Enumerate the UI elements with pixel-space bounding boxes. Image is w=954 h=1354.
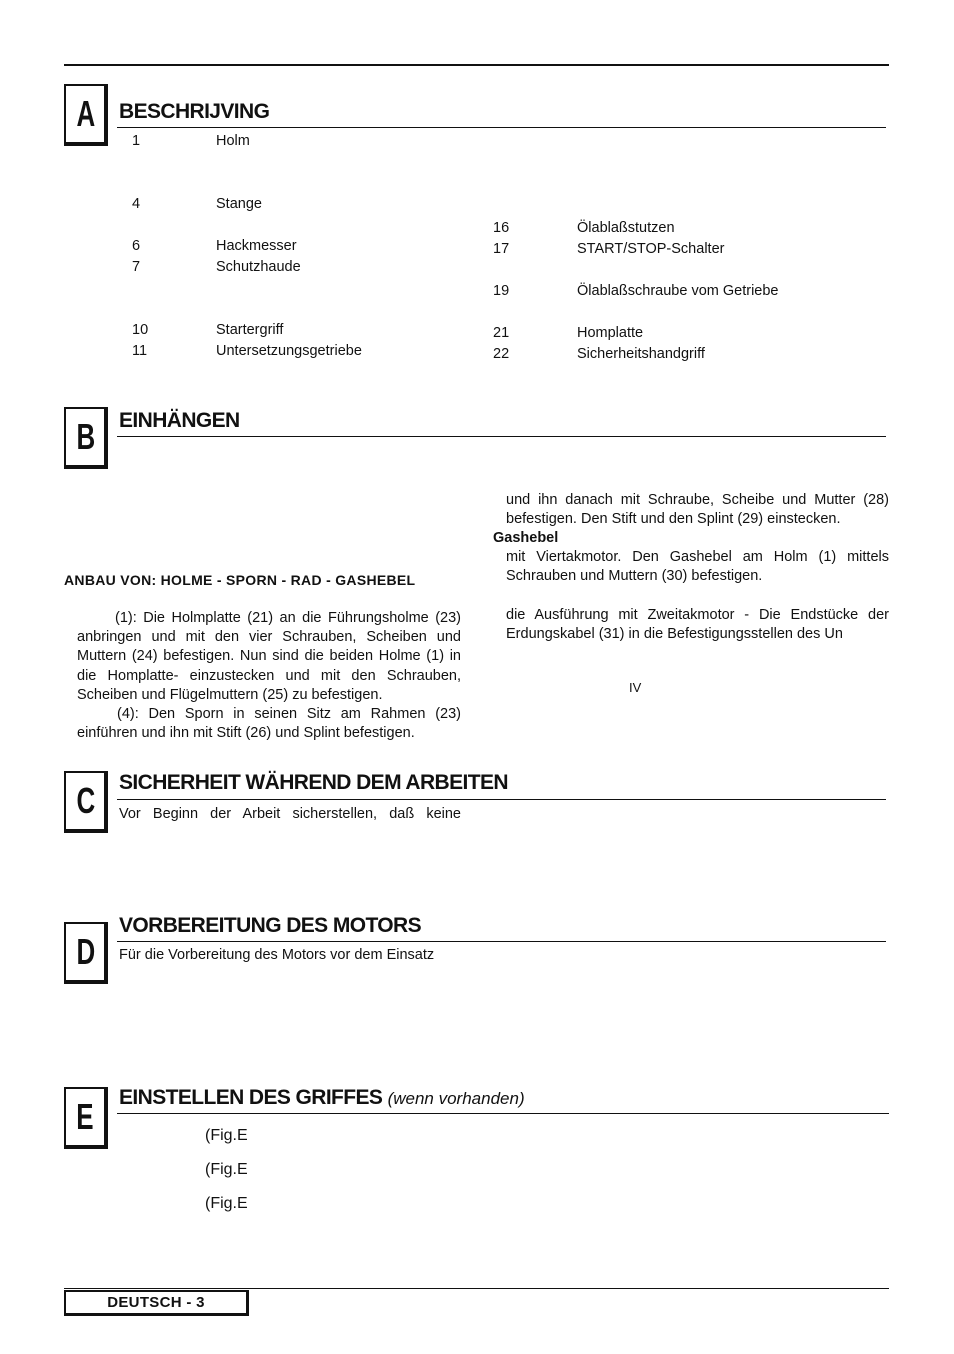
part-number: 1 [132, 133, 141, 149]
section-d-title: VORBEREITUNG DES MOTORS [119, 914, 422, 937]
figure-reference: (Fig.E [205, 1127, 248, 1144]
section-b-right-text-3: die Ausführung mit Zweitakmotor - Die Endstücke der Erdungskabel (31) in die Befestigungsstellen des Un [506, 607, 889, 643]
section-c-text: Vor Beginn der Arbeit sicherstellen, daß keine [119, 806, 461, 822]
part-label: Holm [216, 133, 250, 149]
part-label: Untersetzungsgetriebe [216, 343, 362, 359]
gashebel-label: Gashebel [493, 530, 559, 546]
section-b-title: EINHÄNGEN [119, 409, 240, 432]
part-number: 10 [132, 322, 149, 338]
part-label: START/STOP-Schalter [577, 241, 725, 257]
paragraph: (4): Den Sporn in seinen Sitz am Rahmen (23) einführen und ihn mit Stift (26) und Splint befestigen. [77, 706, 461, 742]
part-number: 17 [493, 241, 510, 257]
section-e-title-main: EINSTELLEN DES GRIFFES [119, 1086, 383, 1109]
section-b-letter: B [76, 416, 94, 457]
section-d-text: Für die Vorbereitung des Motors vor dem Einsatz [119, 947, 435, 963]
part-number: 22 [493, 346, 510, 362]
part-number: 16 [493, 220, 510, 236]
part-label: Sicherheitshandgriff [577, 346, 705, 362]
section-b-marker [64, 407, 108, 469]
part-number: 4 [132, 196, 141, 212]
part-number: 7 [132, 259, 141, 275]
section-d-marker [64, 922, 108, 984]
footer-language: DEUTSCH - [107, 1294, 192, 1311]
part-number: 6 [132, 238, 141, 254]
section-c-rule [117, 799, 886, 800]
section-c-marker [64, 771, 108, 833]
part-label: Hackmesser [216, 238, 297, 254]
section-e-rule [117, 1113, 889, 1114]
part-label: Homplatte [577, 325, 644, 341]
footer-page-label [64, 1290, 249, 1316]
section-a-title: BESCHRIJVING [119, 100, 270, 123]
section-a-marker [64, 84, 108, 146]
footer-rule [64, 1288, 889, 1289]
part-label: Stange [216, 196, 262, 212]
section-b-rule [117, 436, 886, 437]
section-b-left-text [77, 609, 461, 743]
section-e-marker [64, 1087, 108, 1149]
part-label: Ölablaßschraube vom Getriebe [577, 283, 779, 299]
part-label: Startergriff [216, 322, 284, 338]
section-c-letter: C [76, 780, 94, 821]
footer-page-number: 3 [196, 1294, 205, 1311]
roman-numeral: IV [629, 680, 642, 695]
section-d-rule [117, 941, 886, 942]
section-a-letter: A [76, 93, 94, 134]
section-c-title: SICHERHEIT WÄHREND DEM ARBEITEN [119, 771, 508, 794]
section-e-title-suffix: (wenn vorhanden) [387, 1089, 525, 1108]
section-e-letter: E [76, 1096, 94, 1137]
section-b-subheading: ANBAU VON: HOLME - SPORN - RAD - GASHEBEL [64, 572, 416, 588]
top-rule [64, 64, 889, 66]
part-label: Schutzhaude [216, 259, 301, 275]
section-a-rule [117, 127, 886, 128]
section-b-right-text-2: mit Viertakmotor. Den Gashebel am Holm (1) mittels Schrauben und Muttern (30) befestigen. [506, 549, 889, 585]
figure-reference: (Fig.E [205, 1195, 248, 1212]
part-label: Ölablaßstutzen [577, 220, 675, 236]
section-b-right-text-1: und ihn danach mit Schraube, Scheibe und Mutter (28) befestigen. Den Stift und den Splint (29) einstecken. [506, 492, 889, 528]
paragraph: (1): Die Holmplatte (21) an die Führungsholme (23) anbringen und mit den vier Schrauben, Scheiben und Muttern (24) befestigen. Nun sind die beiden Holme (1) in die Homplatte- einzustecken und mit den Schrauben, Scheiben und Flügelmuttern (25) zu befestigen. [77, 610, 461, 703]
section-d-letter: D [76, 931, 94, 972]
part-number: 11 [132, 343, 148, 359]
part-number: 19 [493, 283, 510, 299]
figure-reference: (Fig.E [205, 1161, 248, 1178]
part-number: 21 [493, 325, 510, 341]
section-e-title [119, 1086, 525, 1110]
